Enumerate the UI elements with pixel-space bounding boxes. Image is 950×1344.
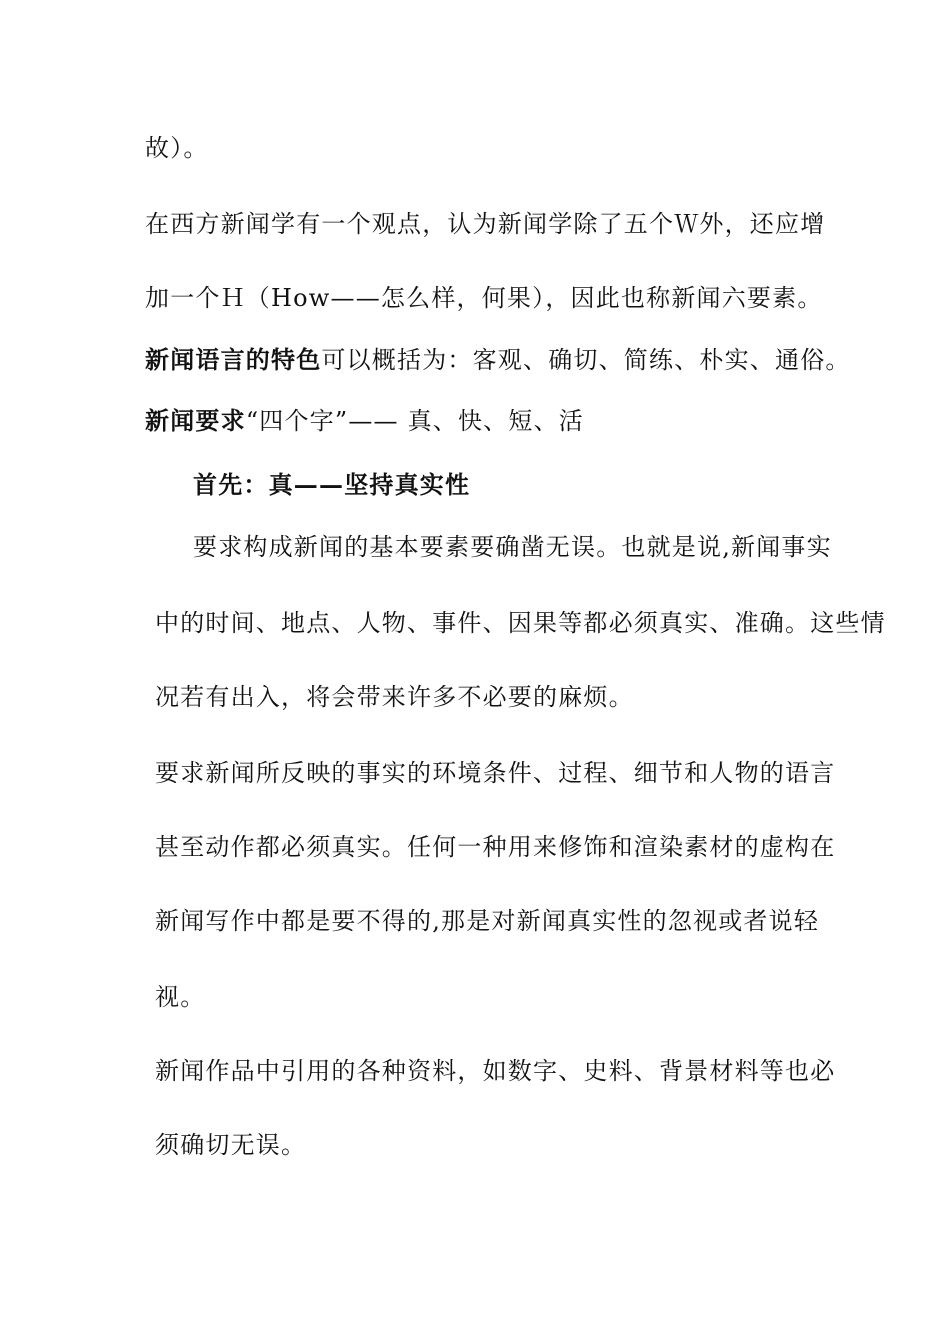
line-text: 加一个Ｈ（How——怎么样，何果），因此也称新闻六要素。 <box>145 284 823 312</box>
heading-text: 首先：真——坚持真实性 <box>193 470 471 499</box>
line-text: 要求构成新闻的基本要素要确凿无误。也就是说,新闻事实 <box>193 533 832 561</box>
line-text: 新闻写作中都是要不得的,那是对新闻真实性的忽视或者说轻 <box>155 907 820 935</box>
line-text: 视。 <box>155 983 206 1011</box>
line-text: 须确切无误。 <box>155 1131 307 1159</box>
paragraph-line <box>155 1055 835 1087</box>
bold-lead-text: 新闻语言的特色 <box>145 345 322 374</box>
paragraph-line <box>155 757 835 789</box>
paragraph-line <box>155 1129 306 1161</box>
section-heading <box>193 469 470 501</box>
line-text: 故）。 <box>145 134 209 162</box>
paragraph-line <box>155 681 634 713</box>
paragraph-line <box>145 208 825 240</box>
paragraph-line <box>155 607 886 639</box>
line-text: 况若有出入，将会带来许多不必要的麻烦。 <box>155 683 634 711</box>
paragraph-line <box>145 405 584 437</box>
line-text: 甚至动作都必须真实。任何一种用来修饰和渲染素材的虚构在 <box>155 833 836 861</box>
paragraph-line <box>145 132 209 164</box>
paragraph-line <box>193 531 832 563</box>
paragraph-line <box>145 344 851 376</box>
paragraph-line <box>155 981 205 1013</box>
line-text: 要求新闻所反映的事实的环境条件、过程、细节和人物的语言 <box>155 759 836 787</box>
paragraph-line <box>155 831 835 863</box>
bold-lead-text: 新闻要求 <box>145 406 246 435</box>
line-text: 可以概括为：客观、确切、简练、朴实、通俗。 <box>321 346 851 374</box>
line-text: 新闻作品中引用的各种资料，如数字、史料、背景材料等也必 <box>155 1057 836 1085</box>
paragraph-line <box>145 282 823 314</box>
line-text: 中的时间、地点、人物、事件、因果等都必须真实、准确。这些情 <box>155 609 886 637</box>
paragraph-line <box>155 905 819 937</box>
line-text: “四个字”—— 真、快、短、活 <box>245 407 584 435</box>
line-text: 在西方新闻学有一个观点，认为新闻学除了五个Ｗ外，还应增 <box>145 210 826 238</box>
